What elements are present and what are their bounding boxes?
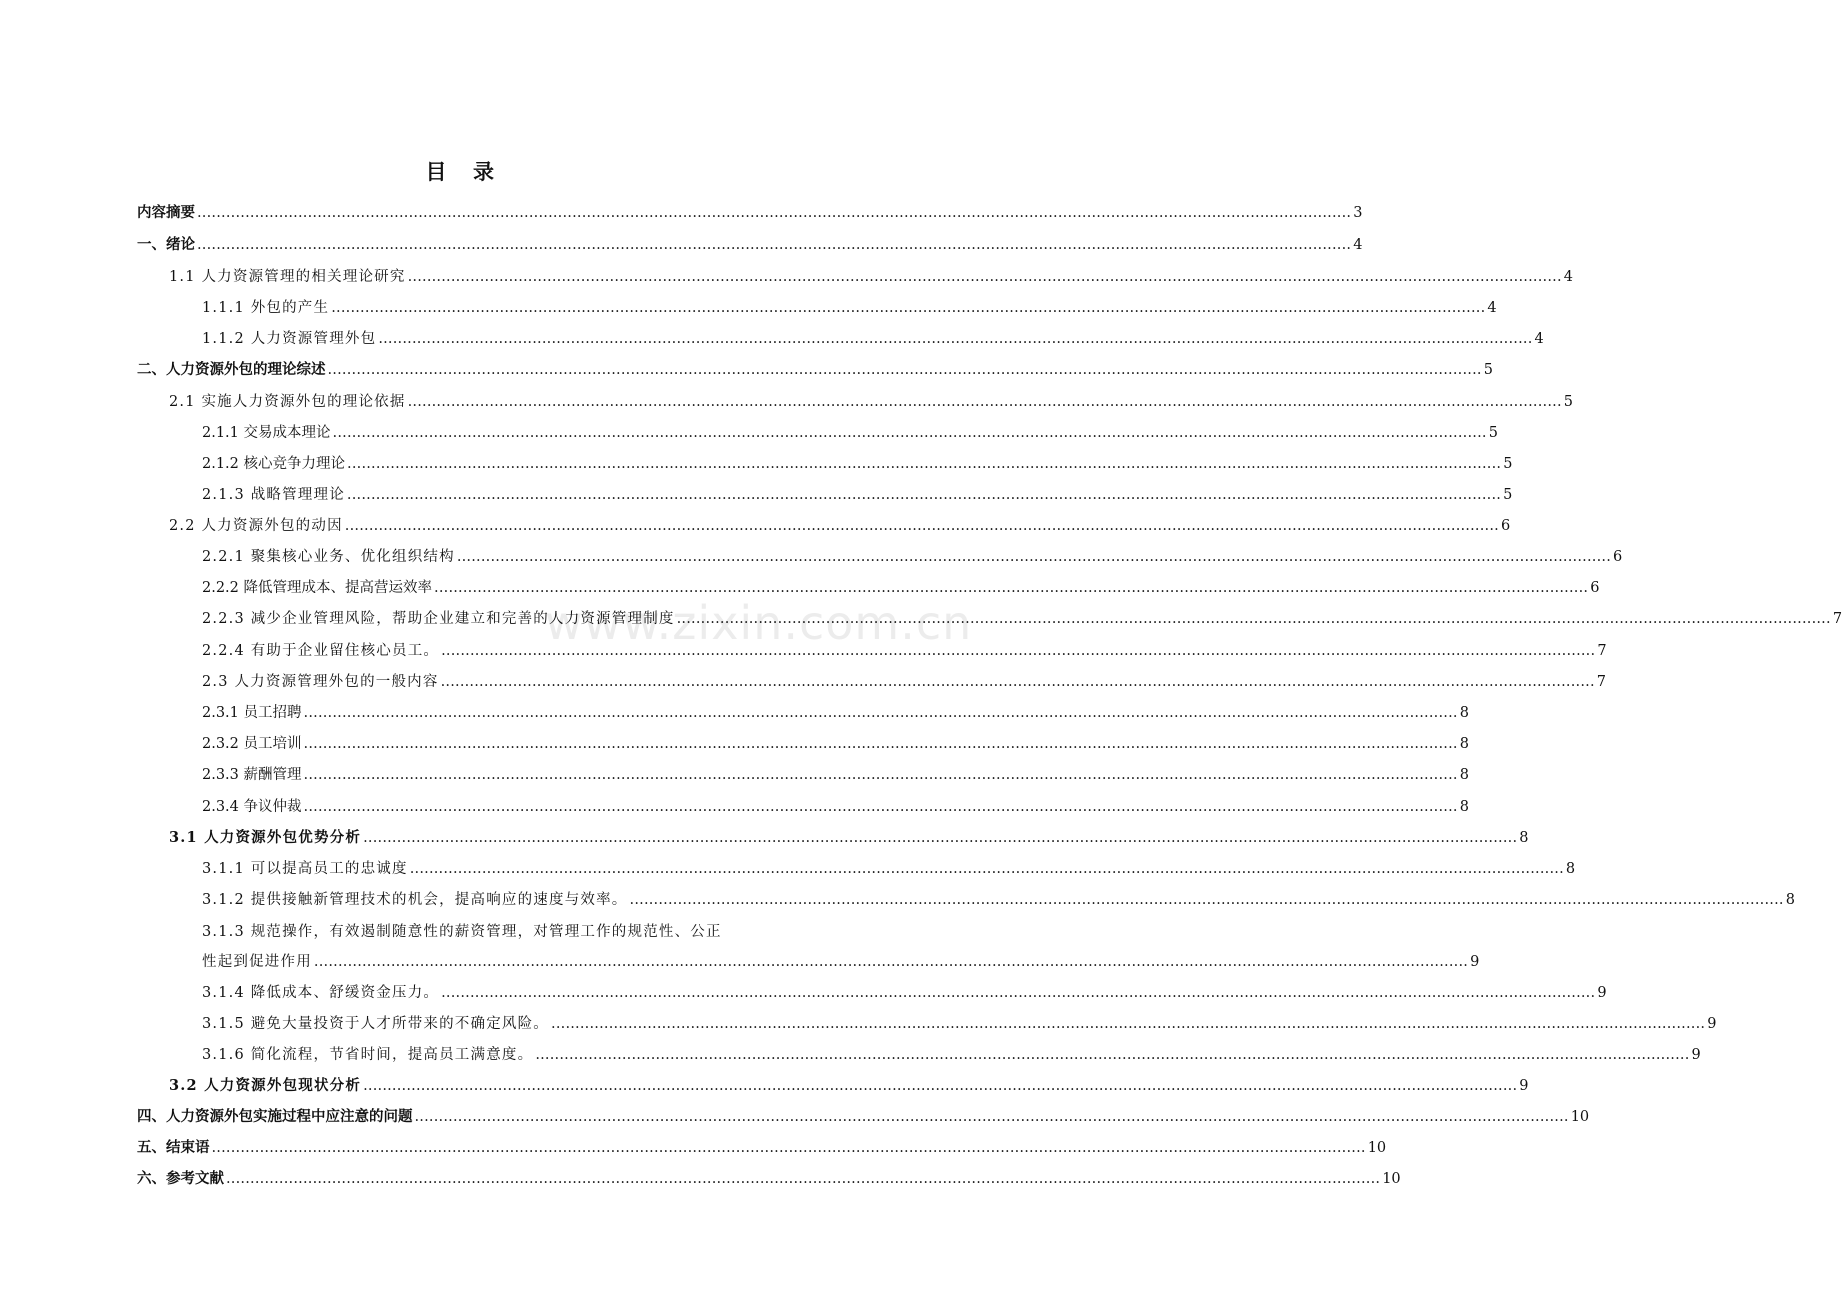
toc-entry-label: 二、人力资源外包的理论综述 bbox=[137, 361, 326, 378]
toc-entry[interactable] bbox=[0, 577, 1600, 599]
toc-page-number: 10 bbox=[1382, 1171, 1401, 1187]
toc-page-number: 5 bbox=[1563, 394, 1574, 410]
toc-entry[interactable] bbox=[0, 1168, 1401, 1190]
dot-leader bbox=[333, 422, 1487, 444]
dot-leader bbox=[441, 671, 1595, 693]
toc-entry[interactable] bbox=[0, 202, 1363, 224]
toc-entry-label: 2.3.1 员工招聘 bbox=[202, 705, 302, 721]
watermark: www.zixin.com.cn bbox=[545, 596, 973, 650]
toc-entry[interactable] bbox=[0, 1013, 1717, 1035]
toc-page-number: 9 bbox=[1597, 985, 1607, 1001]
toc-entry-label: 1.1 人力资源管理的相关理论研究 bbox=[169, 269, 406, 285]
toc-page-number: 5 bbox=[1483, 362, 1493, 378]
dot-leader bbox=[457, 546, 1611, 568]
toc-page-number: 8 bbox=[1785, 892, 1795, 908]
dot-leader bbox=[415, 1106, 1569, 1128]
toc-entry[interactable] bbox=[0, 921, 1480, 975]
toc-entry-label: 1.1.1 外包的产生 bbox=[202, 300, 330, 316]
toc-entry-label: 一、绪论 bbox=[137, 236, 195, 253]
toc-entry-label: 3.2 人力资源外包现状分析 bbox=[169, 1077, 362, 1094]
toc-entry[interactable] bbox=[0, 1075, 1529, 1097]
dot-leader bbox=[441, 640, 1595, 662]
dot-leader bbox=[441, 982, 1595, 1004]
toc-entry-label-continued: 性起到促进作用 bbox=[202, 954, 312, 970]
toc-page-number: 8 bbox=[1459, 705, 1469, 721]
toc-page-number: 9 bbox=[1707, 1016, 1717, 1032]
dot-leader bbox=[314, 951, 1468, 973]
toc-entry-label: 2.2.4 有助于企业留住核心员工。 bbox=[202, 643, 440, 659]
toc-entry-label: 2.2 人力资源外包的动因 bbox=[169, 518, 343, 534]
toc-page-number: 3 bbox=[1353, 205, 1363, 221]
dot-leader bbox=[347, 484, 1501, 506]
toc-entry[interactable] bbox=[0, 982, 1607, 1004]
page-title bbox=[0, 156, 920, 186]
toc-entry[interactable] bbox=[0, 328, 1544, 350]
toc-page-number: 7 bbox=[1832, 611, 1842, 627]
toc-entry-label: 六、参考文献 bbox=[137, 1170, 224, 1187]
toc-entry-label: 2.3 人力资源管理外包的一般内容 bbox=[202, 674, 439, 690]
dot-leader bbox=[630, 889, 1784, 911]
toc-entry[interactable] bbox=[0, 297, 1497, 319]
toc-entry-label: 3.1.4 降低成本、舒缓资金压力。 bbox=[202, 985, 440, 1001]
toc-entry-label: 3.1.1 可以提高员工的忠诚度 bbox=[202, 861, 408, 877]
toc-entry[interactable] bbox=[0, 608, 1842, 630]
toc-page-number: 7 bbox=[1597, 643, 1607, 659]
toc-page-number: 8 bbox=[1565, 861, 1576, 877]
dot-leader bbox=[347, 453, 1501, 475]
toc-page-number: 7 bbox=[1596, 674, 1607, 690]
toc-entry-label: 2.3.3 薪酬管理 bbox=[202, 767, 302, 783]
dot-leader bbox=[226, 1168, 1380, 1190]
toc-page-number: 5 bbox=[1488, 425, 1498, 441]
toc-entry[interactable] bbox=[0, 453, 1513, 475]
dot-leader bbox=[410, 858, 1564, 880]
toc-page-number: 8 bbox=[1459, 799, 1469, 815]
dot-leader bbox=[331, 297, 1485, 319]
toc-entry-label: 3.1.2 提供接触新管理技术的机会，提高响应的速度与效率。 bbox=[202, 892, 628, 908]
toc-entry[interactable] bbox=[0, 359, 1493, 381]
toc-entry[interactable] bbox=[0, 764, 1469, 786]
toc-entry-label: 3.1.5 避免大量投资于人才所带来的不确定风险。 bbox=[202, 1016, 550, 1032]
dot-leader bbox=[535, 1044, 1689, 1066]
toc-entry-label: 内容摘要 bbox=[137, 204, 195, 221]
toc-entry[interactable] bbox=[0, 889, 1795, 911]
toc-page-number: 10 bbox=[1367, 1140, 1387, 1156]
dot-leader bbox=[212, 1137, 1366, 1159]
toc-entry-label: 2.1 实施人力资源外包的理论依据 bbox=[169, 394, 406, 410]
dot-leader bbox=[197, 202, 1351, 224]
toc-entry[interactable] bbox=[0, 546, 1623, 568]
toc-entry-label: 2.3.2 员工培训 bbox=[202, 736, 302, 752]
toc-entry-label: 2.1.2 核心竞争力理论 bbox=[202, 456, 346, 472]
toc-entry-label: 3.1.6 简化流程，节省时间，提高员工满意度。 bbox=[202, 1047, 534, 1063]
toc-page-number: 9 bbox=[1691, 1047, 1701, 1063]
dot-leader bbox=[677, 608, 1831, 630]
toc-page-number: 6 bbox=[1590, 580, 1600, 596]
dot-leader bbox=[328, 359, 1482, 381]
toc-entry[interactable] bbox=[0, 484, 1513, 506]
toc-entry-label: 3.1 人力资源外包优势分析 bbox=[169, 829, 362, 846]
dot-leader bbox=[378, 328, 1532, 350]
toc-page-number: 8 bbox=[1519, 830, 1529, 846]
toc-page-number: 9 bbox=[1470, 954, 1480, 970]
toc-entry-label: 2.2.1 聚集核心业务、优化组织结构 bbox=[202, 549, 455, 565]
toc-page-number: 8 bbox=[1459, 736, 1469, 752]
toc-page-number: 6 bbox=[1500, 518, 1511, 534]
toc-entry[interactable] bbox=[0, 1106, 1590, 1128]
toc-entry[interactable] bbox=[0, 827, 1529, 849]
toc-entry-label: 1.1.2 人力资源管理外包 bbox=[202, 331, 377, 347]
toc-entry[interactable] bbox=[0, 1137, 1387, 1159]
dot-leader bbox=[363, 1075, 1517, 1097]
toc-page-number: 5 bbox=[1503, 487, 1513, 503]
toc-entry[interactable] bbox=[0, 515, 1511, 537]
dot-leader bbox=[363, 827, 1517, 849]
toc-page-number: 6 bbox=[1613, 549, 1623, 565]
toc-entry-label: 五、结束语 bbox=[137, 1139, 210, 1156]
toc-page-number: 10 bbox=[1570, 1109, 1590, 1125]
toc-entry[interactable] bbox=[0, 640, 1607, 662]
toc-entry-label: 2.2.2 降低管理成本、提高营运效率 bbox=[202, 580, 433, 596]
toc-page-number: 4 bbox=[1353, 237, 1363, 253]
dot-leader bbox=[551, 1013, 1705, 1035]
dot-leader bbox=[304, 733, 1458, 755]
toc-entry[interactable] bbox=[0, 234, 1363, 256]
toc-page-number: 9 bbox=[1519, 1078, 1529, 1094]
dot-leader bbox=[304, 702, 1458, 724]
dot-leader bbox=[408, 391, 1562, 413]
toc-entry[interactable] bbox=[0, 671, 1607, 693]
toc-page-number: 4 bbox=[1534, 331, 1544, 347]
toc-entry[interactable] bbox=[0, 858, 1576, 880]
toc-entry[interactable] bbox=[0, 422, 1498, 444]
dot-leader bbox=[197, 234, 1351, 256]
toc-entry-label: 2.3.4 争议仲裁 bbox=[202, 799, 302, 815]
toc-entry[interactable] bbox=[0, 733, 1469, 755]
dot-leader bbox=[434, 577, 1588, 599]
toc-entry[interactable] bbox=[0, 391, 1574, 413]
toc-page-number: 4 bbox=[1487, 300, 1497, 316]
title-char-1: 目 bbox=[425, 159, 447, 184]
toc-page-number: 4 bbox=[1563, 269, 1574, 285]
dot-leader bbox=[304, 796, 1458, 818]
toc-entry-label: 2.1.3 战略管理理论 bbox=[202, 487, 345, 503]
toc-entry-label: 2.2.3 减少企业管理风险，帮助企业建立和完善的人力资源管理制度 bbox=[202, 611, 675, 627]
toc-entry[interactable] bbox=[0, 796, 1469, 818]
toc-entry-label: 四、人力资源外包实施过程中应注意的问题 bbox=[137, 1108, 413, 1125]
toc-entry[interactable] bbox=[0, 1044, 1701, 1066]
dot-leader bbox=[408, 266, 1562, 288]
toc-entry[interactable] bbox=[0, 702, 1469, 724]
toc-page-number: 8 bbox=[1459, 767, 1469, 783]
toc-entry-label: 2.1.1 交易成本理论 bbox=[202, 425, 331, 441]
dot-leader bbox=[345, 515, 1499, 537]
dot-leader bbox=[304, 764, 1458, 786]
title-char-2: 录 bbox=[473, 159, 495, 184]
toc-entry-label: 3.1.3 规范操作，有效遏制随意性的薪资管理，对管理工作的规范性、公正 bbox=[202, 924, 722, 940]
toc-entry[interactable] bbox=[0, 266, 1574, 288]
toc-page-number: 5 bbox=[1503, 456, 1513, 472]
